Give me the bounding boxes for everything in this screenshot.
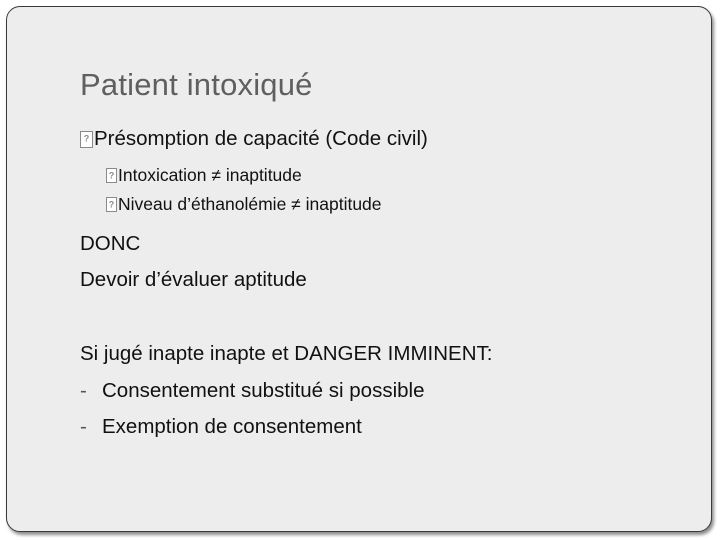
missing-glyph-box-icon [80,131,93,148]
missing-glyph-box-icon [106,168,117,183]
dash-item-text: Exemption de consentement [102,415,362,438]
text-donc: DONC [80,232,141,255]
dash-item-text: Consentement substitué si possible [102,379,425,402]
dash-marker: - [80,415,87,438]
dash-item [80,415,362,439]
text-si-juge: Si jugé inapte inapte et DANGER IMMINENT: [80,342,493,365]
dash-marker: - [80,379,87,402]
slide-title: Patient intoxiqué [80,67,313,102]
bullet-main-text: Présomption de capacité (Code civil) [94,127,428,150]
sub-bullet [106,194,382,215]
sub-bullet-text: Intoxication ≠ inaptitude [118,165,302,185]
bullet-main [80,127,428,151]
sub-bullet [106,165,302,186]
sub-bullet-text: Niveau d’éthanolémie ≠ inaptitude [118,194,382,214]
dash-item [80,379,425,403]
missing-glyph-box-icon [106,197,117,212]
text-devoir: Devoir d’évaluer aptitude [80,268,307,291]
slide-frame [6,6,712,532]
